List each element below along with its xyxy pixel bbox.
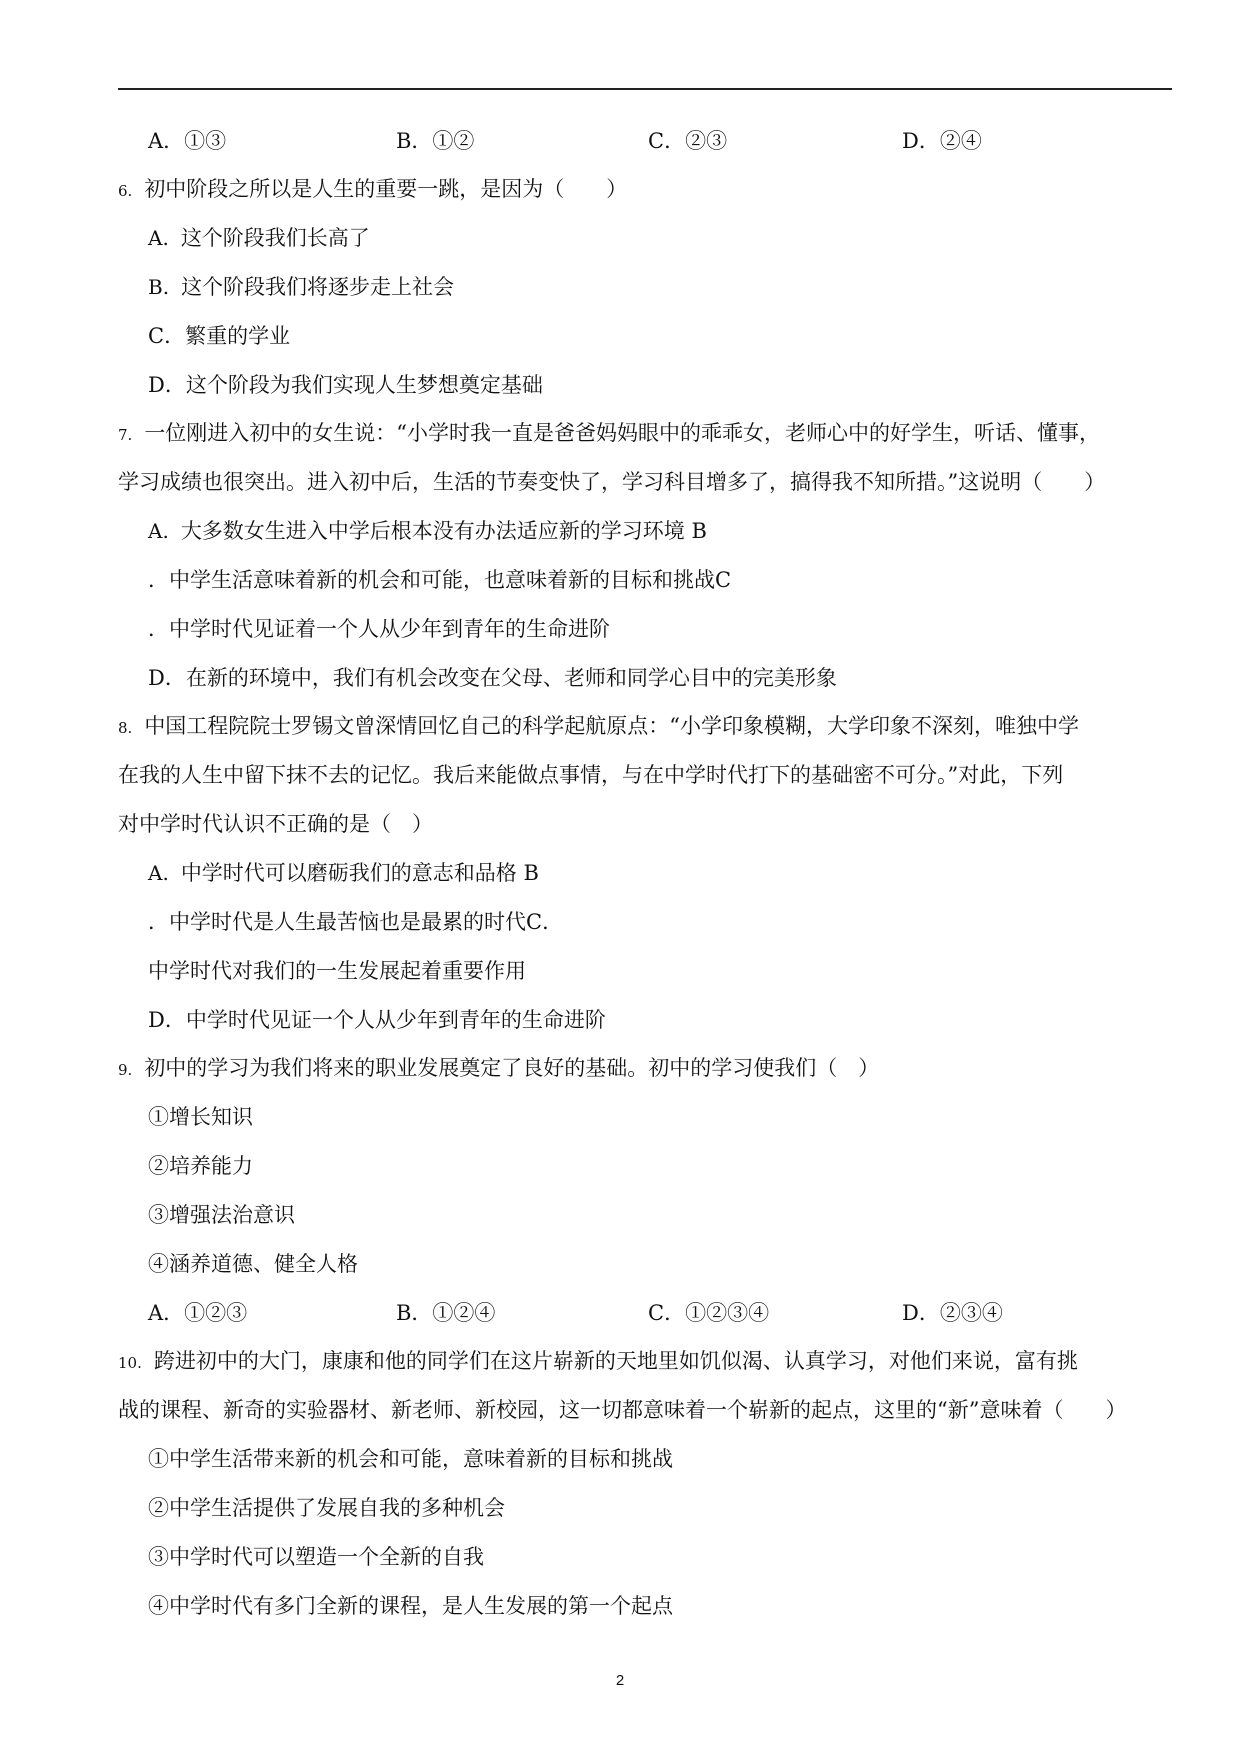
question-7-option-c: ．中学时代见证着一个人从少年到青年的生命进阶 [148,617,610,641]
question-8-stem-line-1 [118,711,1079,741]
question-9-item-1: ①增长知识 [148,1105,253,1129]
prev-option-d: D．②④ [902,129,982,153]
question-number: 6. [118,182,133,200]
question-7-option-b: ．中学生活意味着新的机会和可能，也意味着新的目标和挑战C [148,568,732,592]
page-number: 2 [615,1672,625,1689]
question-10-item-3: ③中学时代可以塑造一个全新的自我 [148,1545,484,1569]
question-8-option-a [148,858,539,888]
question-9-item-2: ②培养能力 [148,1154,253,1178]
option-label: B. [148,275,170,299]
option-text: 中学时代可以磨砺我们的意志和品格 B [180,861,539,885]
prev-option-a: A．①③ [148,129,227,153]
question-7-stem-line-1 [118,418,1100,448]
question-text: 初中的学习为我们将来的职业发展奠定了良好的基础。初中的学习使我们（ ） [144,1056,880,1080]
question-9-item-3: ③增强法治意识 [148,1203,295,1227]
option-text: 大多数女生进入中学后根本没有办法适应新的学习环境 B [180,519,707,543]
question-10-item-4: ④中学时代有多门全新的课程，是人生发展的第一个起点 [148,1594,673,1618]
question-10-item-1: ①中学生活带来新的机会和可能，意味着新的目标和挑战 [148,1447,673,1471]
question-6-option-b [148,272,454,302]
question-8-option-c: 中学时代对我们的一生发展起着重要作用 [148,959,526,983]
question-number: 7. [118,426,133,444]
question-text: 初中阶段之所以是人生的重要一跳，是因为（ ） [144,177,628,201]
question-6-option-c: C．繁重的学业 [148,324,291,348]
question-6-option-a [148,223,370,253]
question-8-option-b: ．中学时代是人生最苦恼也是最累的时代C． [148,910,564,934]
option-label: A. [148,519,169,543]
question-7-option-d: D．在新的环境中，我们有机会改变在父母、老师和同学心目中的完美形象 [148,666,837,690]
question-number: 8. [118,719,133,737]
question-8-stem-line-3: 对中学时代认识不正确的是（ ） [118,812,433,836]
option-text: 这个阶段我们长高了 [180,226,370,250]
header-rule [118,88,1172,90]
question-9-option-b: B．①②④ [396,1301,496,1325]
question-7-option-a [148,516,707,546]
question-text: 中国工程院院士罗锡文曾深情回忆自己的科学起航原点：“小学印象模糊，大学印象不深刻，唯独中学 [144,714,1080,738]
question-9-option-d: D．②③④ [902,1301,1003,1325]
question-6-stem [118,174,627,204]
question-9-option-a: A．①②③ [148,1301,248,1325]
question-10-stem-line-2: 战的课程、新奇的实验器材、新老师、新校园，这一切都意味着一个崭新的起点，这里的“新”意味着（ ） [118,1398,1127,1422]
question-8-stem-line-2: 在我的人生中留下抹不去的记忆。我后来能做点事情，与在中学时代打下的基础密不可分。”对此，下列 [118,763,1064,787]
question-6-option-d: D．这个阶段为我们实现人生梦想奠定基础 [148,373,543,397]
question-9-option-c: C．①②③④ [648,1301,770,1325]
question-9-stem [118,1053,879,1083]
question-8-option-d: D．中学时代见证一个人从少年到青年的生命进阶 [148,1008,606,1032]
prev-option-c: C．②③ [648,129,728,153]
option-text: 这个阶段我们将逐步走上社会 [181,275,455,299]
option-label: A. [148,861,169,885]
question-number: 10. [118,1354,142,1372]
question-9-item-4: ④涵养道德、健全人格 [148,1252,358,1276]
question-7-stem-line-2: 学习成绩也很突出。进入初中后，生活的节奏变快了，学习科目增多了，搞得我不知所措。”这说明（ ） [118,470,1106,494]
prev-option-b: B．①② [396,129,475,153]
question-text: 一位刚进入初中的女生说：“小学时我一直是爸爸妈妈眼中的乖乖女，老师心中的好学生，听话、懂事， [144,421,1101,445]
question-10-item-2: ②中学生活提供了发展自我的多种机会 [148,1496,505,1520]
question-text: 跨进初中的大门，康康和他的同学们在这片崭新的天地里如饥似渴、认真学习，对他们来说，富有挑 [153,1349,1078,1373]
question-10-stem-line-1 [118,1346,1078,1376]
option-label: A. [148,226,169,250]
question-number: 9. [118,1061,133,1079]
